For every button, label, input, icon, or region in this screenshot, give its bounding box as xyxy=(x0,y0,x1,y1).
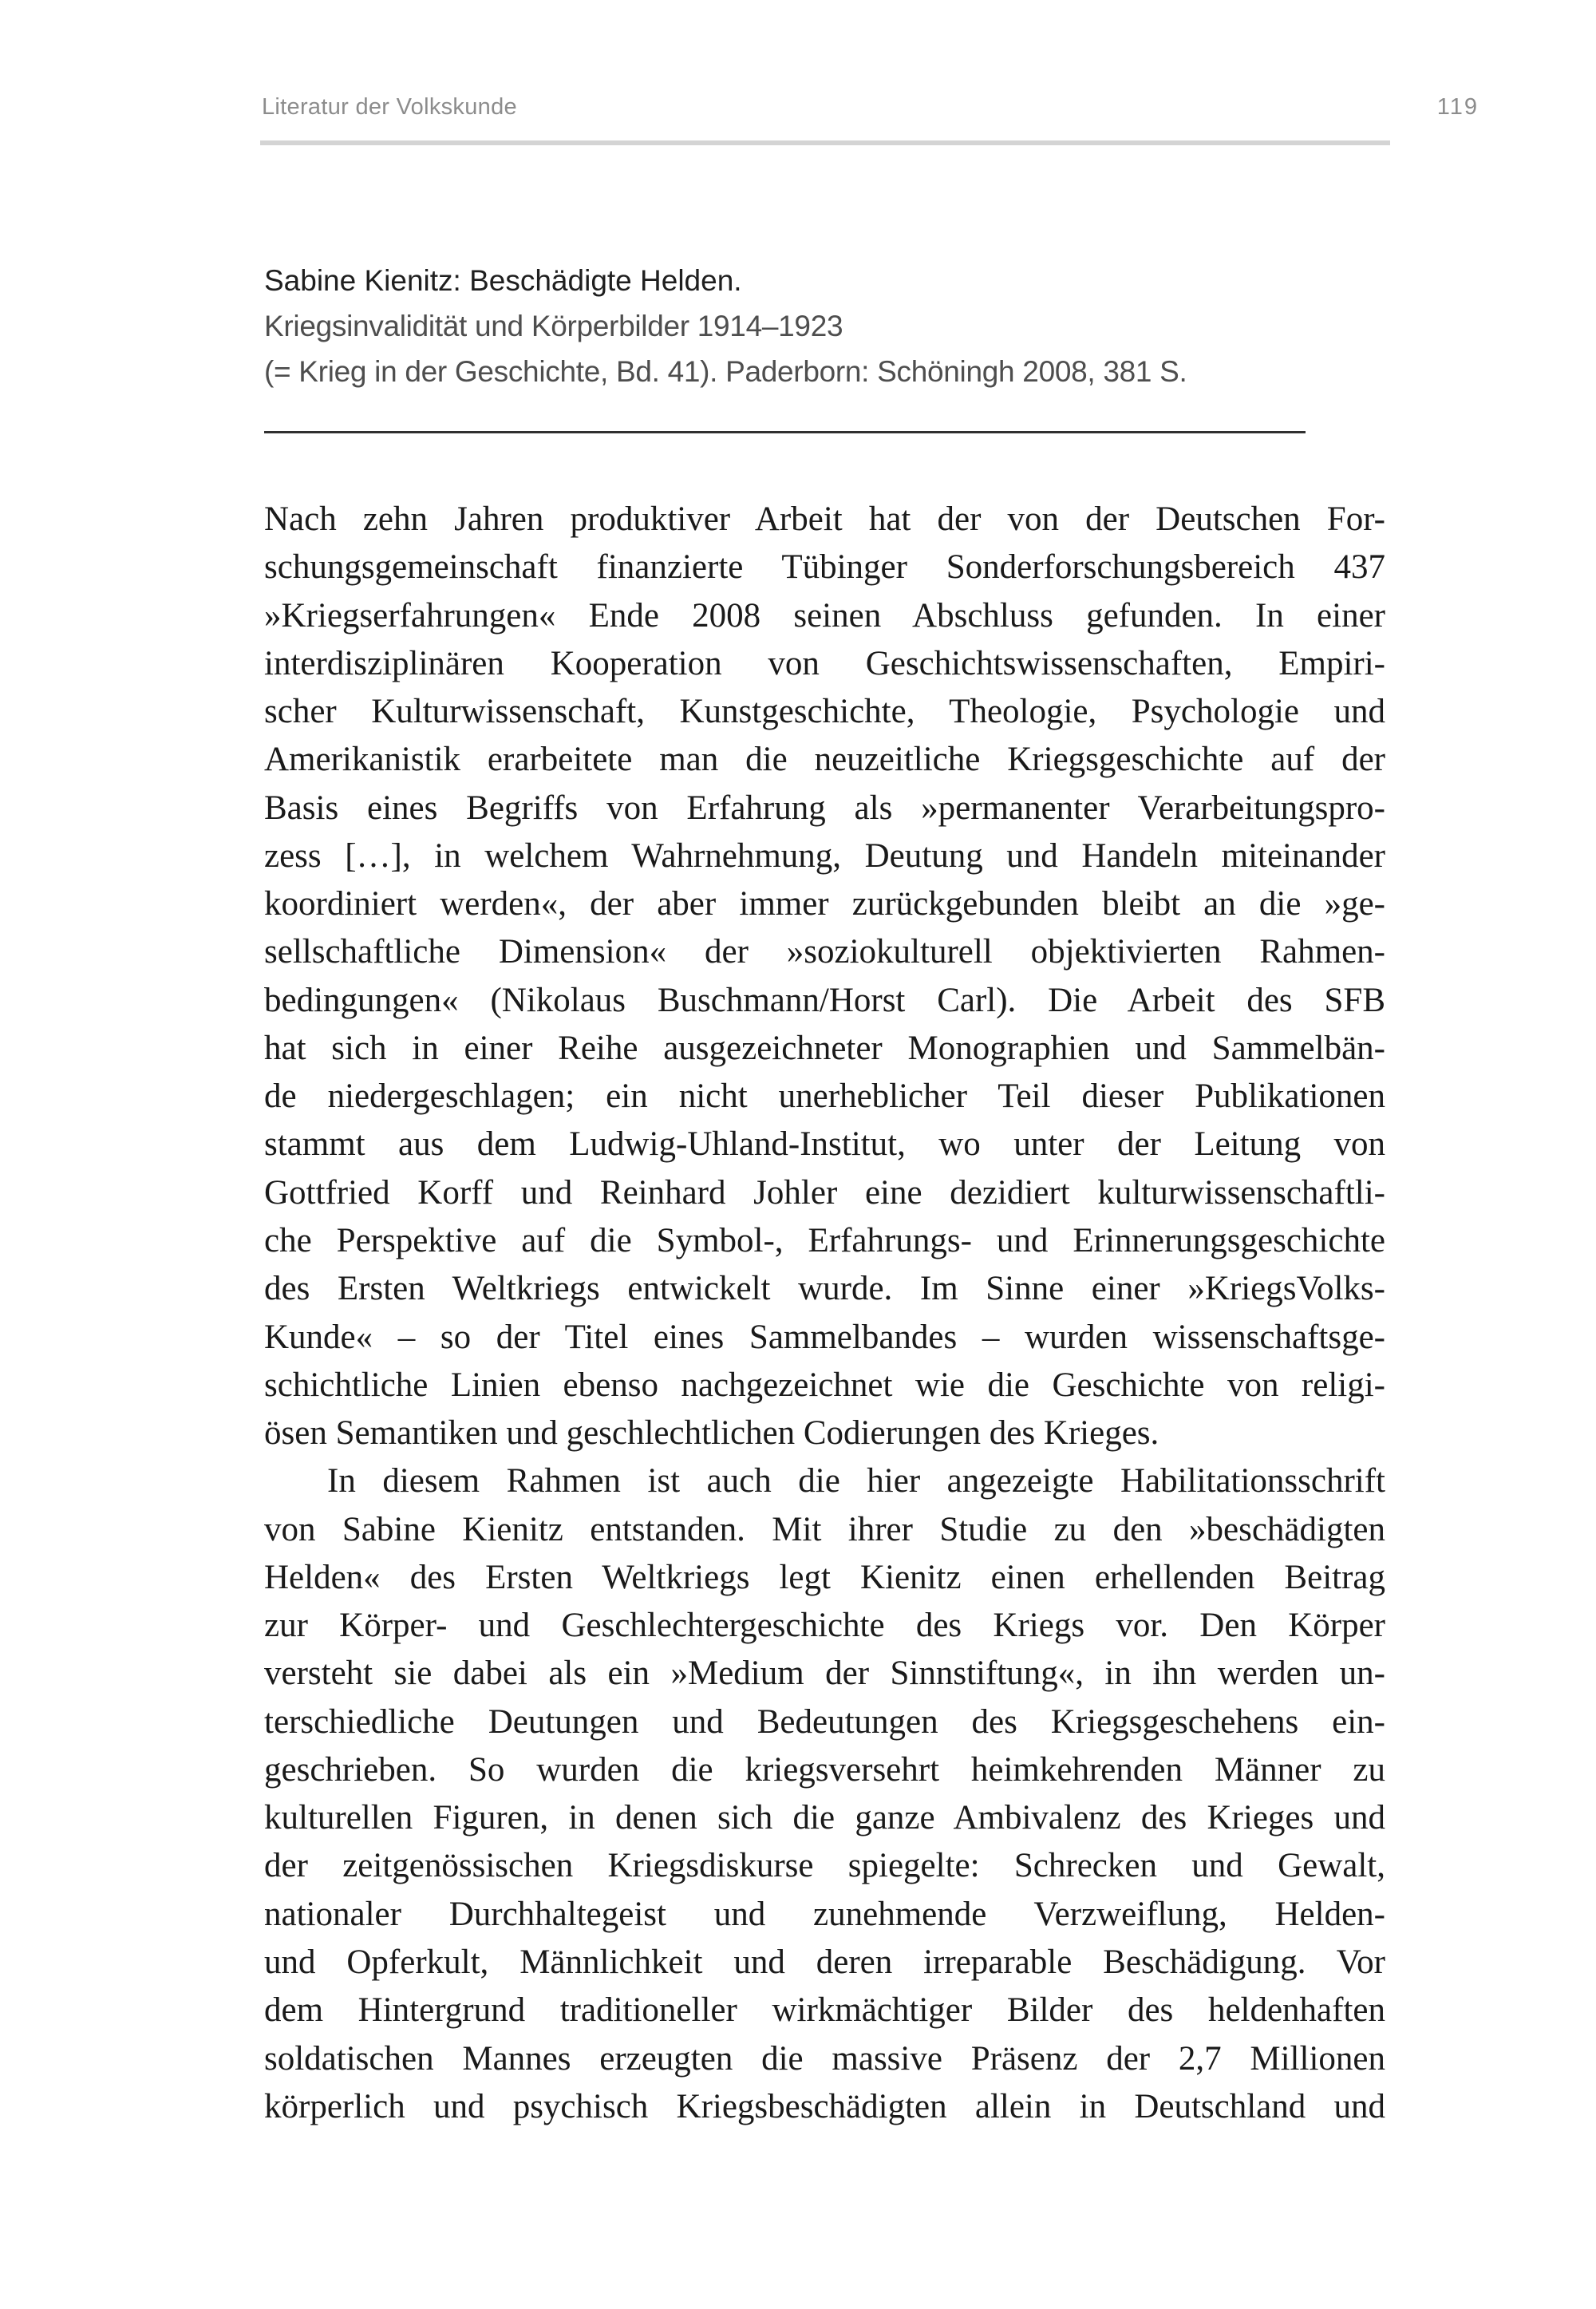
text-line: zur Körper- und Geschlechtergeschichte des Kriegs vor. Den Körper xyxy=(264,1607,1385,1645)
bibliographic-info: (= Krieg in der Geschichte, Bd. 41). Paderborn: Schöningh 2008, 381 S. xyxy=(264,355,1187,388)
text-line: In diesem Rahmen ist auch die hier angezeigte Habilitationsschrift xyxy=(327,1462,1385,1500)
page-number: 119 xyxy=(1436,94,1479,120)
text-line: hat sich in einer Reihe ausgezeichneter Monographien und Sammelbän- xyxy=(264,1029,1385,1067)
text-line: Basis eines Begriffs von Erfahrung als »permanenter Verarbeitungspro- xyxy=(264,789,1385,827)
text-line: Gottfried Korff und Reinhard Johler eine dezidiert kulturwissenschaftli- xyxy=(264,1173,1385,1212)
text-line: geschrieben. So wurden die kriegsversehrt heimkehrenden Männer zu xyxy=(264,1750,1385,1789)
text-line: Kunde« – so der Titel eines Sammelbandes – wurden wissenschaftsge- xyxy=(264,1318,1385,1356)
text-line: versteht sie dabei als ein »Medium der Sinnstiftung«, in ihn werden un- xyxy=(264,1655,1385,1693)
text-line: soldatischen Mannes erzeugten die massive Präsenz der 2,7 Millionen xyxy=(264,2039,1385,2078)
text-line: der zeitgenössischen Kriegsdiskurse spiegelte: Schrecken und Gewalt, xyxy=(264,1847,1385,1885)
book-subtitle: Kriegsinvalidität und Körperbilder 1914–1923 xyxy=(264,310,843,342)
text-line: des Ersten Weltkriegs entwickelt wurde. Im Sinne einer »KriegsVolks- xyxy=(264,1270,1385,1308)
text-line: und Opferkult, Männlichkeit und deren irreparable Beschädigung. Vor xyxy=(264,1943,1385,1981)
text-line: kulturellen Figuren, in denen sich die ganze Ambivalenz des Krieges und xyxy=(264,1799,1385,1837)
text-line: »Kriegserfahrungen« Ende 2008 seinen Abschluss gefunden. In einer xyxy=(264,596,1385,635)
title-divider xyxy=(264,431,1306,433)
text-line: Helden« des Ersten Weltkriegs legt Kienitz einen erhellenden Beitrag xyxy=(264,1558,1385,1596)
review-title-block xyxy=(264,258,1187,394)
text-line: zess […], in welchem Wahrnehmung, Deutung und Handeln miteinander xyxy=(264,836,1385,875)
text-line: sellschaftliche Dimension« der »soziokulturell objektivierten Rahmen- xyxy=(264,933,1385,971)
paragraph-2 xyxy=(264,1457,1385,2131)
review-body xyxy=(264,496,1385,2131)
text-line: schichtliche Linien ebenso nachgezeichnet wie die Geschichte von religi- xyxy=(264,1366,1385,1404)
text-line: scher Kulturwissenschaft, Kunstgeschichte, Theologie, Psychologie und xyxy=(264,693,1385,731)
text-line: terschiedliche Deutungen und Bedeutungen des Kriegsgeschehens ein- xyxy=(264,1702,1385,1741)
text-line: koordiniert werden«, der aber immer zurückgebunden bleibt an die »ge- xyxy=(264,885,1385,923)
text-line: bedingungen« (Nikolaus Buschmann/Horst Carl). Die Arbeit des SFB xyxy=(264,981,1385,1019)
text-line: Nach zehn Jahren produktiver Arbeit hat der von der Deutschen For- xyxy=(264,500,1385,538)
text-line: schungsgemeinschaft finanzierte Tübinger Sonderforschungsbereich 437 xyxy=(264,548,1385,587)
text-line: körperlich und psychisch Kriegsbeschädigten allein in Deutschland und xyxy=(264,2087,1385,2125)
text-line: von Sabine Kienitz entstanden. Mit ihrer Studie zu den »beschädigten xyxy=(264,1510,1385,1548)
text-line: nationaler Durchhaltegeist und zunehmende Verzweiflung, Helden- xyxy=(264,1895,1385,1933)
text-line: dem Hintergrund traditioneller wirkmächtiger Bilder des heldenhaften xyxy=(264,1991,1385,2030)
paragraph-1 xyxy=(264,496,1385,1457)
text-line: stammt aus dem Ludwig-Uhland-Institut, wo unter der Leitung von xyxy=(264,1125,1385,1164)
text-line: de niedergeschlagen; ein nicht unerheblicher Teil dieser Publikationen xyxy=(264,1077,1385,1116)
text-line: Amerikanistik erarbeitete man die neuzeitliche Kriegsgeschichte auf der xyxy=(264,741,1385,779)
text-line: ösen Semantiken und geschlechtlichen Codierungen des Krieges. xyxy=(264,1414,1159,1453)
header-divider xyxy=(260,140,1390,145)
text-line: che Perspektive auf die Symbol-, Erfahrungs- und Erinnerungsgeschichte xyxy=(264,1221,1385,1259)
text-line: interdisziplinären Kooperation von Geschichtswissenschaften, Empiri- xyxy=(264,644,1385,682)
book-title: Sabine Kienitz: Beschädigte Helden. xyxy=(264,264,742,297)
running-head: Literatur der Volkskunde xyxy=(262,94,517,120)
